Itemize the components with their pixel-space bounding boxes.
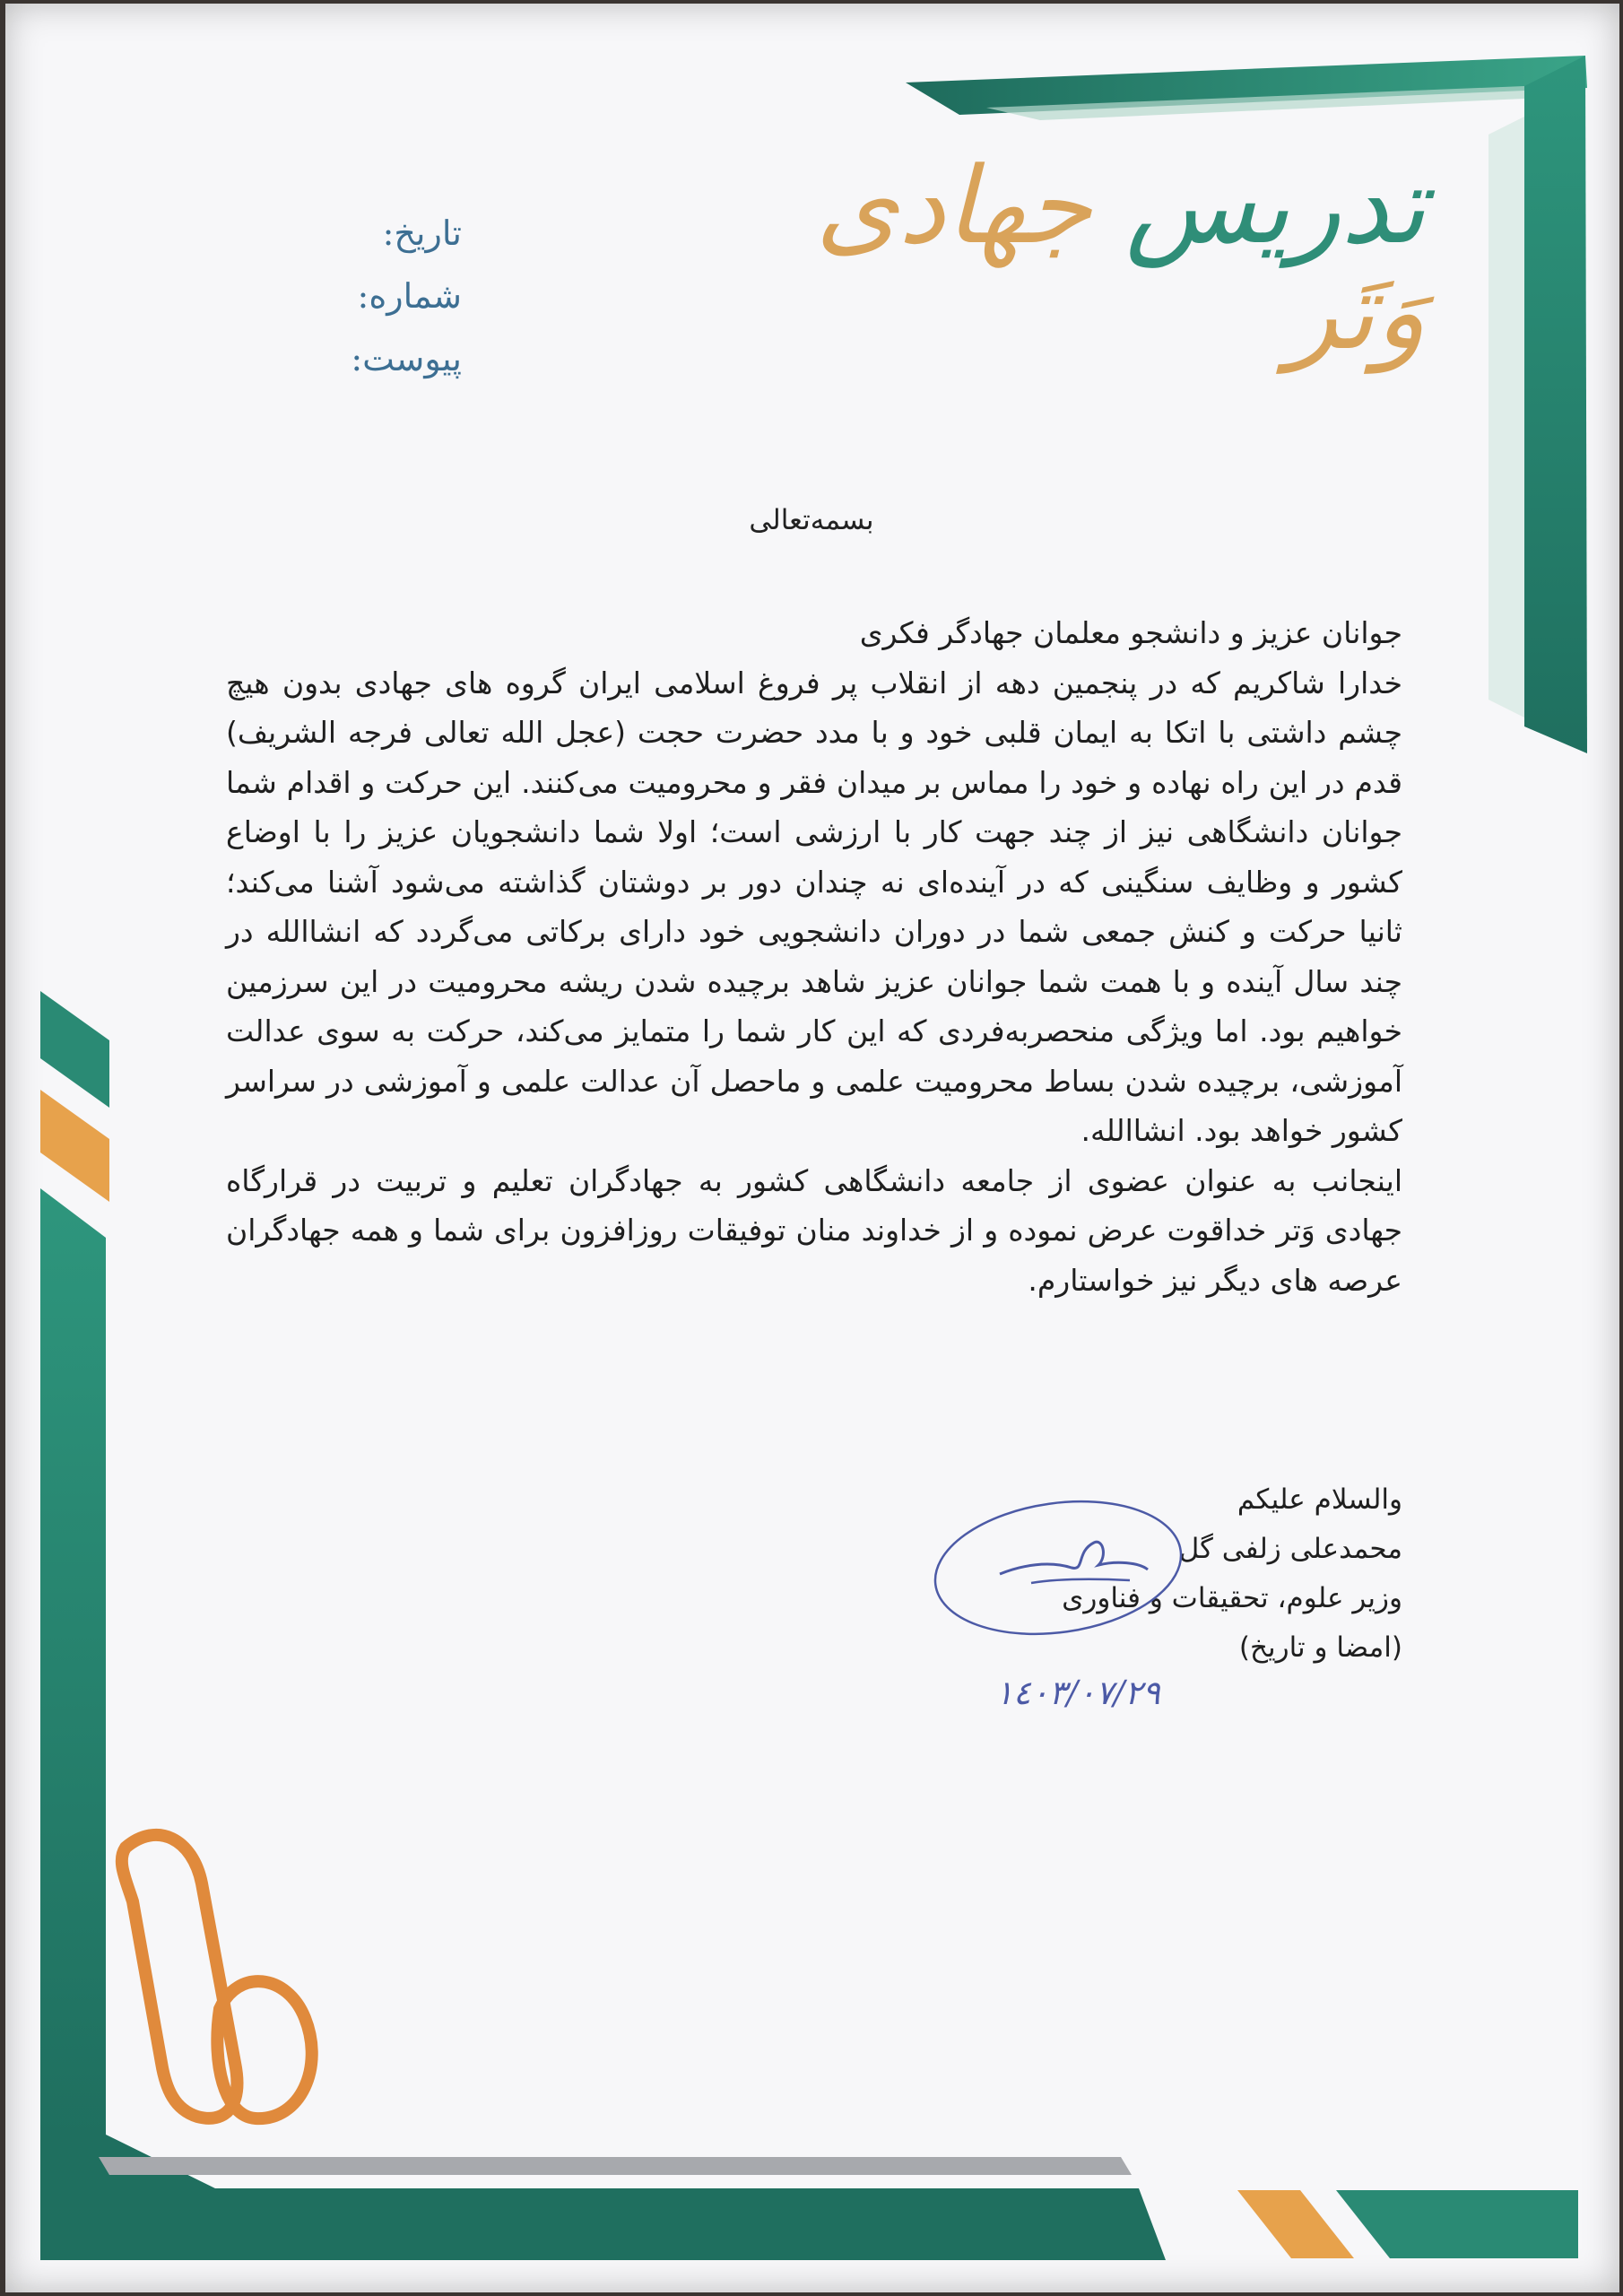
left-band [40,1188,106,2135]
attachment-label: پیوست: [351,339,462,378]
logo-word-jihadi: جهادی وَتَر [815,144,1426,373]
bottom-band [40,2135,1166,2260]
left-stripe-green [40,991,109,1108]
body-paragraph-1: خدارا شاکریم که در پنجمین دهه از انقلاب پر فروغ اسلامی ایران گروه های جهادی بدون هیچ چشم داشتی با اتکا به ایمان قلبی خود و با مدد حضرت حجت (عجل الله تعالی فرجه الشریف) قدم در این راه نهاده و خود را مماس بر میدان فقر و محرومیت می‌کنند. این حرکت و اقدام شما جوانان دانشگاهی نیز از چند جهت کار با ارزشی است؛ اولا شما دانشجویان عزیز را با اوضاع کشور و وظایف سنگینی که در آینده‌ای نه چندان دور بر دوشتان گذاشته می‌شود آشنا می‌کند؛ ثانیا حرکت و کنش جمعی شما در دوران دانشجویی خود دارای برکاتی می‌گردد که انشاالله در چند سال آینده و با همت شما جوانان عزیز شاهد برچیده شدن ریشه محرومیت در این سرزمین خواهیم بود. اما ویژگی منحصربه‌فردی که این کار شما را متمایز می‌کند، حرکت به سوی عدالت آموزشی، برچیده شدن بساط محرومیت علمی و ماحصل آن عدالت علمی و آموزشی در سراسر کشور خواهد بود. انشاالله. [226,665,1402,1148]
logo-word-teaching: تدریس [1124,144,1426,267]
signer-name: محمدعلی زلفی گل [1178,1533,1402,1565]
farewell: والسلام علیکم [1237,1483,1402,1516]
bottom-gray-bar [99,2157,1132,2175]
signer-position: وزیر علوم، تحقیقات و فناوری [1062,1582,1402,1614]
body-paragraph-2: اینجانب به عنوان عضوی از جامعه دانشگاهی کشور به جهادگران تعلیم و تربیت در قرارگاه جهادی وَتر خداقوت عرض نموده و از خداوند منان توفیقات روزافزون برای شما و همه جهادگران عرصه های دیگر نیز خواستارم. [226,1162,1402,1298]
letterhead-logo [798,144,1426,373]
right-band [1524,56,1587,753]
number-label: شماره: [357,276,462,316]
basmala: بسمه‌تعالی [749,504,874,536]
letter-meta-fields [318,202,462,390]
salutation: جوانان عزیز و دانشجو معلمان جهادگر فکری [859,615,1402,650]
left-stripe-orange [40,1090,109,1202]
letter-body [226,608,1402,1305]
handwritten-date: ١٤٠٣/٠٧/٢٩ [995,1674,1160,1712]
bottom-right-band [1336,2190,1578,2258]
bottom-orange-stripe [1237,2190,1354,2258]
date-label: تاریخ: [382,213,462,253]
handwritten-signature [924,1489,1184,1641]
right-band-light [1488,117,1524,718]
signature-label: (امضا و تاریخ) [1238,1631,1402,1664]
